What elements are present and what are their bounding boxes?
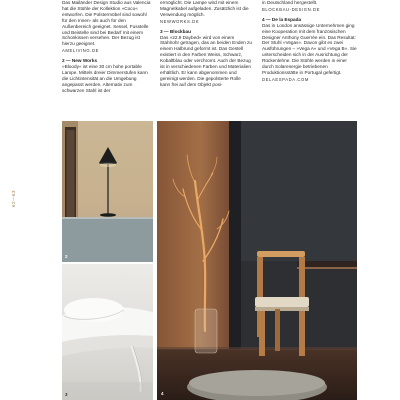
photo-number: 3 — [65, 392, 68, 397]
section-heading: 2 — New Works — [62, 58, 98, 64]
photo-number: 2 — [65, 254, 68, 259]
page-folio: 62—63 — [11, 190, 16, 208]
section-text: »Bloody« ist eine 30 cm hohe portable Lampe. Mittels dreier Dimmerstufen kann die Lichtintensität an die Umgebung angepasst werden. Alternativ zum schwarzen Stahl ist der — [62, 64, 148, 93]
text-column-3 — [262, 0, 358, 83]
photo-number: 4 — [161, 391, 164, 396]
lamp-illustration — [62, 121, 153, 262]
intro-text: in Deutschland hergestellt. — [262, 0, 318, 5]
source-link[interactable]: DELAESPADA.COM — [262, 76, 309, 82]
intro-text: ermöglicht. Die Lampe wird mit einem Magnetkabel aufgeladen. Zusätzlich ist die Verwendung möglich. — [160, 0, 249, 17]
section-text: Das in London ansässige Unternehmen ging eine Kooperation mit dem französischen Designer Anthony Guerrée ein. Das Resultat: Der Stuhl »Vegas«. Davon gibt es zwei Ausführungen – »Vega A« und »Vega B«. Sie unterscheiden sich in der Ausrichtung der Rückenlehne. Die Stühle werden in einer durch Solarenergie betriebenen Produktionsstätte in Portugal gefertigt. — [262, 22, 357, 75]
photo-chair — [157, 121, 357, 400]
section-text: Das »22.9 Daybed« wird von einem Stahlrohr getragen, das an beiden Enden zu einem Halbrund geformt ist. Das Gestell existiert in den Farben Weiss, Schwarz, Kobaltblau oder verchromt. Auch der Bezug ist in verschiedenen Farben und Materialien erhältlich. Er kann abgenommen und gereinigt werden. Die gepolsterte Rolle kann frei auf dem Objekt posi- — [160, 34, 252, 87]
photo-daybed — [62, 264, 153, 400]
photo-lamp — [62, 121, 153, 262]
intro-text: Das Mailänder Design Studio aus Valencia hat die Stühle der Kollektion »Coco« entworfen. Die Polstermöbel sind sowohl für den Innen- als auch für den Außenbereich geeignet. Sessel, Fusstelle und Beistelle sind bei Bedarf mit einem Schonkissen versehen. Der Bezug ist hierzu geeignet. — [62, 0, 151, 47]
section-heading: 3 — Blockbau — [160, 28, 191, 34]
text-column-2 — [160, 0, 252, 88]
source-link[interactable]: NEWWORKS.DK — [160, 18, 200, 24]
section-heading: 4 — De la Espada — [262, 16, 302, 22]
chair-scene-illustration — [157, 121, 357, 400]
source-link[interactable]: BLOCKBAU-DESIGN.DE — [262, 6, 321, 12]
daybed-illustration — [62, 264, 153, 400]
text-column-1 — [62, 0, 152, 94]
source-link[interactable]: AMELIVING.DE — [62, 48, 99, 54]
